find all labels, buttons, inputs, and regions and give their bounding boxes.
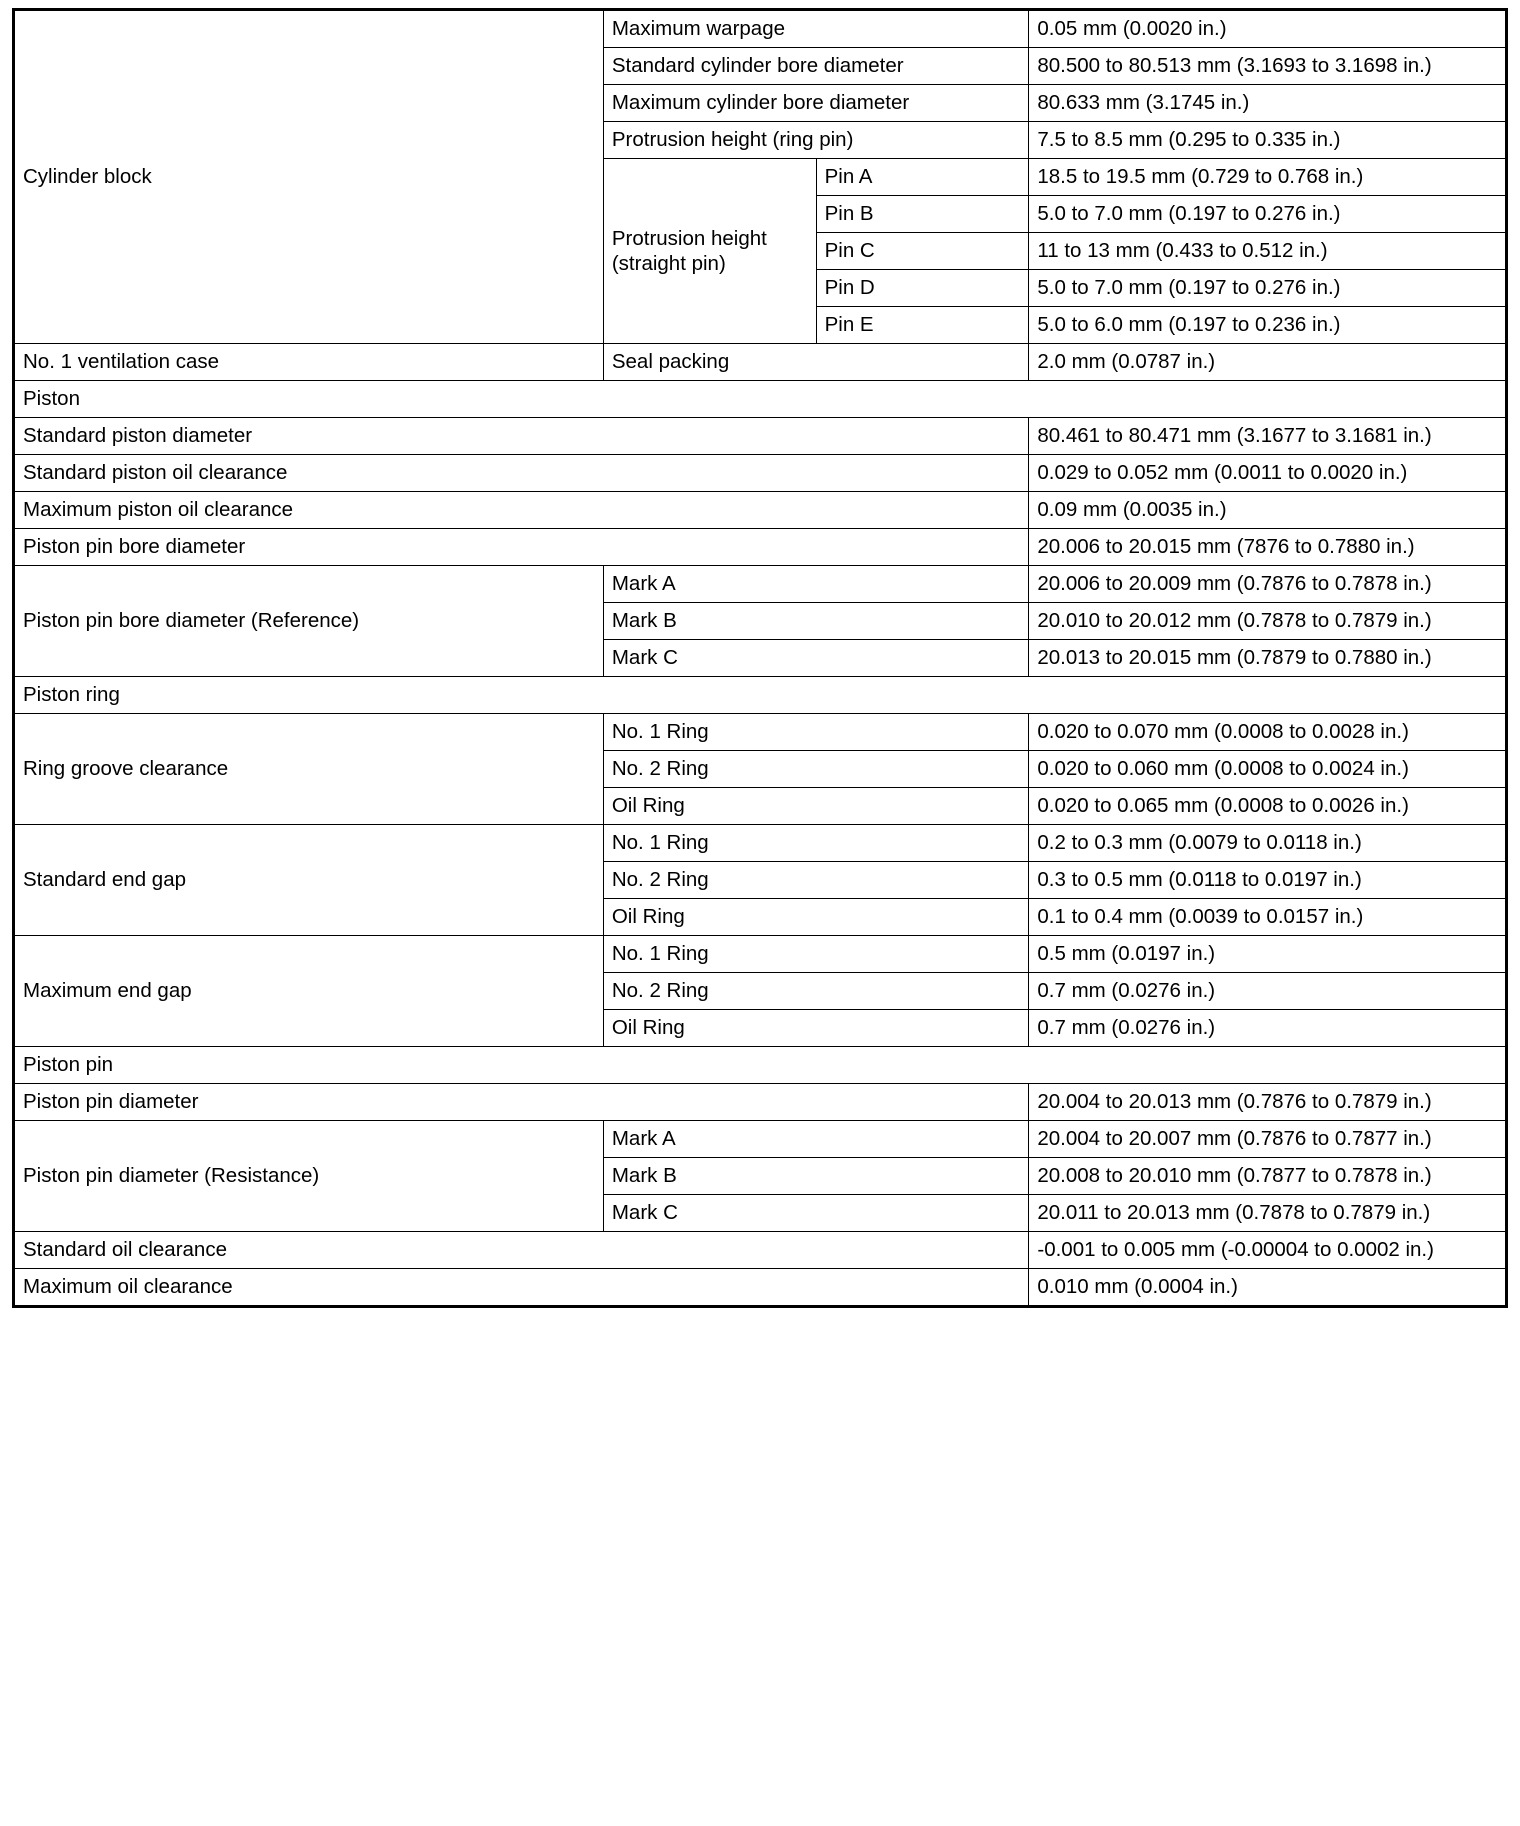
item-value: 0.5 mm (0.0197 in.) [1029, 936, 1507, 973]
table-row [14, 418, 1507, 455]
item-value: 18.5 to 19.5 mm (0.729 to 0.768 in.) [1029, 159, 1507, 196]
item-label: Piston pin diameter [14, 1084, 1029, 1121]
item-value: 20.008 to 20.010 mm (0.7877 to 0.7878 in.) [1029, 1158, 1507, 1195]
ring-label: No. 2 Ring [603, 862, 1029, 899]
item-value: 20.010 to 20.012 mm (0.7878 to 0.7879 in.) [1029, 603, 1507, 640]
group-label-standard-end-gap: Standard end gap [14, 825, 604, 936]
item-value: 5.0 to 7.0 mm (0.197 to 0.276 in.) [1029, 270, 1507, 307]
item-value: 0.7 mm (0.0276 in.) [1029, 1010, 1507, 1047]
ring-label: Oil Ring [603, 899, 1029, 936]
item-label: Standard cylinder bore diameter [603, 48, 1029, 85]
item-value: 7.5 to 8.5 mm (0.295 to 0.335 in.) [1029, 122, 1507, 159]
ring-label: Oil Ring [603, 1010, 1029, 1047]
item-label: Protrusion height (ring pin) [603, 122, 1029, 159]
item-label: Standard piston diameter [14, 418, 1029, 455]
item-label: Standard oil clearance [14, 1232, 1029, 1269]
item-value: 20.004 to 20.013 mm (0.7876 to 0.7879 in.) [1029, 1084, 1507, 1121]
mark-label: Mark B [603, 1158, 1029, 1195]
item-label: Maximum oil clearance [14, 1269, 1029, 1307]
ring-label: No. 2 Ring [603, 751, 1029, 788]
item-value: 80.461 to 80.471 mm (3.1677 to 3.1681 in.) [1029, 418, 1507, 455]
table-row [14, 492, 1507, 529]
table-row [14, 936, 1507, 973]
item-value: 0.029 to 0.052 mm (0.0011 to 0.0020 in.) [1029, 455, 1507, 492]
section-header-row [14, 381, 1507, 418]
item-label: Maximum cylinder bore diameter [603, 85, 1029, 122]
item-label: Maximum piston oil clearance [14, 492, 1029, 529]
table-row [14, 455, 1507, 492]
ring-label: No. 2 Ring [603, 973, 1029, 1010]
item-label: Standard piston oil clearance [14, 455, 1029, 492]
table-row [14, 1269, 1507, 1307]
item-value: 0.09 mm (0.0035 in.) [1029, 492, 1507, 529]
section-header-piston-ring: Piston ring [14, 677, 1507, 714]
specification-table [12, 8, 1508, 1308]
item-label-protrusion-straight-pin: Protrusion height (straight pin) [603, 159, 816, 344]
item-value: 0.020 to 0.070 mm (0.0008 to 0.0028 in.) [1029, 714, 1507, 751]
mark-label: Mark B [603, 603, 1029, 640]
section-header-piston: Piston [14, 381, 1507, 418]
item-value: 0.010 mm (0.0004 in.) [1029, 1269, 1507, 1307]
section-header-row [14, 677, 1507, 714]
group-label-pin-diameter-resistance: Piston pin diameter (Resistance) [14, 1121, 604, 1232]
item-label: Seal packing [603, 344, 1029, 381]
item-value: -0.001 to 0.005 mm (-0.00004 to 0.0002 in.) [1029, 1232, 1507, 1269]
item-value: 0.020 to 0.060 mm (0.0008 to 0.0024 in.) [1029, 751, 1507, 788]
group-label-cylinder-block: Cylinder block [14, 10, 604, 344]
table-row [14, 825, 1507, 862]
table-row [14, 529, 1507, 566]
item-value: 20.011 to 20.013 mm (0.7878 to 0.7879 in.) [1029, 1195, 1507, 1232]
table-row [14, 1121, 1507, 1158]
section-header-piston-pin: Piston pin [14, 1047, 1507, 1084]
mark-label: Mark A [603, 566, 1029, 603]
group-label-maximum-end-gap: Maximum end gap [14, 936, 604, 1047]
pin-mark: Pin C [816, 233, 1029, 270]
table-row [14, 1232, 1507, 1269]
item-value: 20.013 to 20.015 mm (0.7879 to 0.7880 in.) [1029, 640, 1507, 677]
pin-mark: Pin D [816, 270, 1029, 307]
pin-mark: Pin E [816, 307, 1029, 344]
item-value: 80.500 to 80.513 mm (3.1693 to 3.1698 in.) [1029, 48, 1507, 85]
item-value: 0.7 mm (0.0276 in.) [1029, 973, 1507, 1010]
table-row [14, 1084, 1507, 1121]
ring-label: No. 1 Ring [603, 825, 1029, 862]
item-value: 5.0 to 7.0 mm (0.197 to 0.276 in.) [1029, 196, 1507, 233]
item-value: 0.05 mm (0.0020 in.) [1029, 10, 1507, 48]
item-value: 20.004 to 20.007 mm (0.7876 to 0.7877 in.) [1029, 1121, 1507, 1158]
group-label-ring-groove-clearance: Ring groove clearance [14, 714, 604, 825]
item-value: 0.2 to 0.3 mm (0.0079 to 0.0118 in.) [1029, 825, 1507, 862]
item-value: 0.1 to 0.4 mm (0.0039 to 0.0157 in.) [1029, 899, 1507, 936]
ring-label: No. 1 Ring [603, 714, 1029, 751]
item-label: Piston pin bore diameter [14, 529, 1029, 566]
item-label: Maximum warpage [603, 10, 1029, 48]
table-row [14, 714, 1507, 751]
item-value: 80.633 mm (3.1745 in.) [1029, 85, 1507, 122]
item-value: 2.0 mm (0.0787 in.) [1029, 344, 1507, 381]
group-label-ventilation-case: No. 1 ventilation case [14, 344, 604, 381]
table-row [14, 566, 1507, 603]
mark-label: Mark C [603, 640, 1029, 677]
item-value: 0.020 to 0.065 mm (0.0008 to 0.0026 in.) [1029, 788, 1507, 825]
ring-label: Oil Ring [603, 788, 1029, 825]
section-header-row [14, 1047, 1507, 1084]
item-value: 20.006 to 20.015 mm (7876 to 0.7880 in.) [1029, 529, 1507, 566]
ring-label: No. 1 Ring [603, 936, 1029, 973]
pin-mark: Pin A [816, 159, 1029, 196]
item-value: 11 to 13 mm (0.433 to 0.512 in.) [1029, 233, 1507, 270]
item-value: 20.006 to 20.009 mm (0.7876 to 0.7878 in.) [1029, 566, 1507, 603]
item-value: 0.3 to 0.5 mm (0.0118 to 0.0197 in.) [1029, 862, 1507, 899]
table-row [14, 344, 1507, 381]
pin-mark: Pin B [816, 196, 1029, 233]
item-value: 5.0 to 6.0 mm (0.197 to 0.236 in.) [1029, 307, 1507, 344]
mark-label: Mark C [603, 1195, 1029, 1232]
table-row [14, 10, 1507, 48]
mark-label: Mark A [603, 1121, 1029, 1158]
group-label-pin-bore-reference: Piston pin bore diameter (Reference) [14, 566, 604, 677]
